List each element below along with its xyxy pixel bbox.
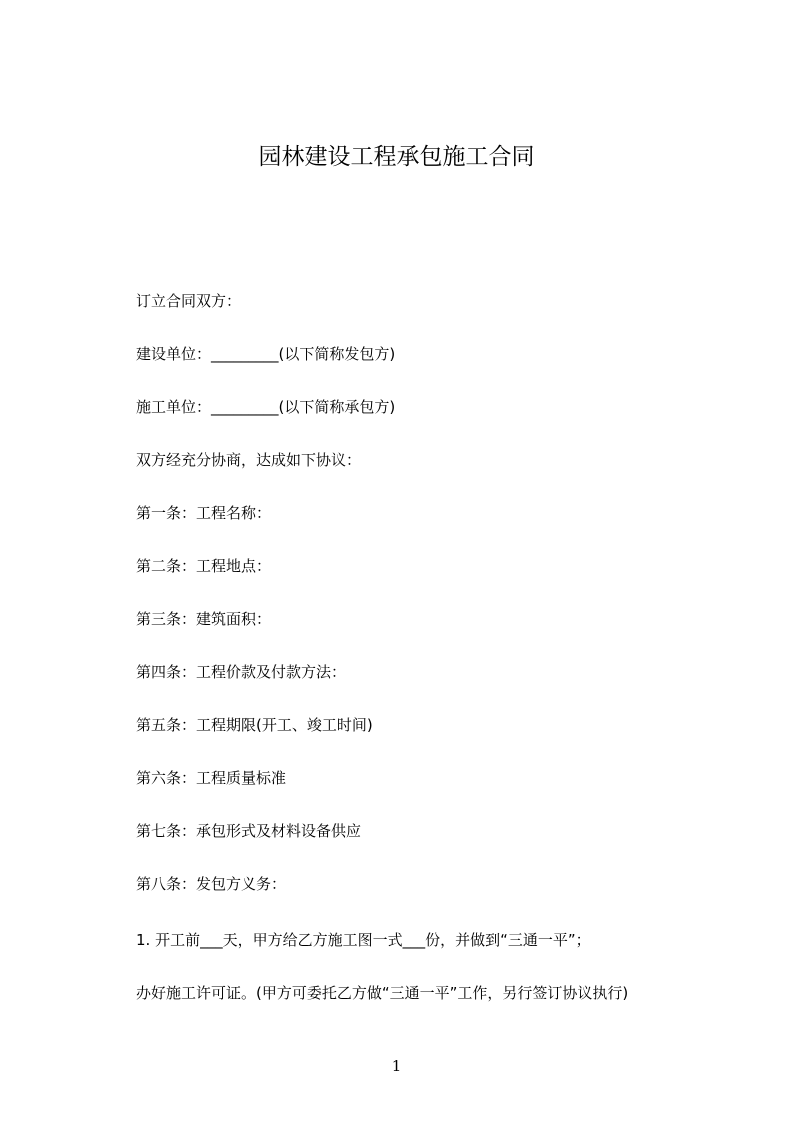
article-5: 第五条：工程期限(开工、竣工时间) — [136, 716, 373, 734]
document-title: 园林建设工程承包施工合同 — [258, 144, 535, 170]
contract-parties-heading: 订立合同双方： — [136, 292, 242, 310]
article-7: 第七条：承包形式及材料设备供应 — [136, 822, 362, 840]
obligation-item-1-continued: 办好施工许可证。(甲方可委托乙方做“三通一平”工作，另行签订协议执行) — [136, 984, 629, 1002]
article-1: 第一条：工程名称： — [136, 504, 272, 522]
client-unit-line: 建设单位：_________(以下简称发包方) — [136, 345, 396, 363]
article-4: 第四条：工程价款及付款方法： — [136, 663, 347, 681]
obligation-item-1: 1. 开工前___天，甲方给乙方施工图一式___份，并做到“三通一平”； — [136, 931, 591, 949]
article-3: 第三条：建筑面积： — [136, 610, 272, 628]
contractor-unit-line: 施工单位：_________(以下简称承包方) — [136, 398, 396, 416]
article-2: 第二条：工程地点： — [136, 557, 272, 575]
article-6: 第六条：工程质量标准 — [136, 769, 287, 787]
agreement-intro: 双方经充分协商，达成如下协议： — [136, 451, 362, 469]
article-8: 第八条：发包方义务： — [136, 875, 287, 893]
page-number: 1 — [391, 1057, 402, 1075]
